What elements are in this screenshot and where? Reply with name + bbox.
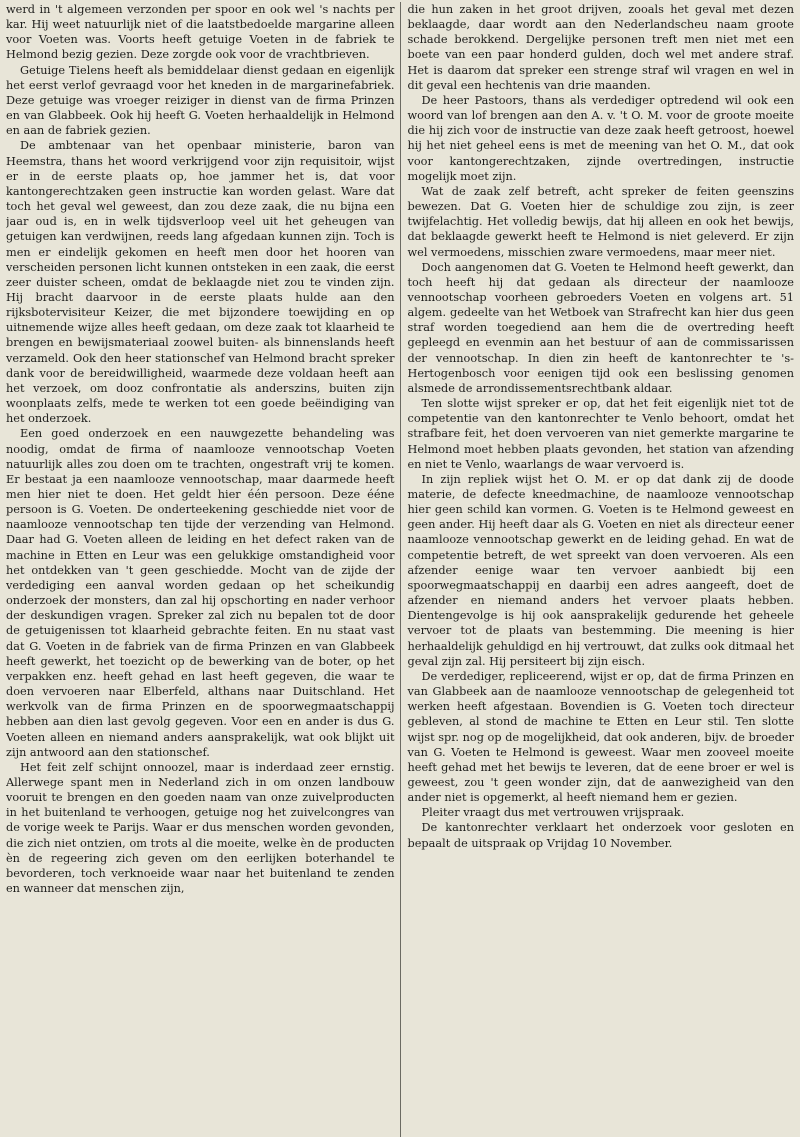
paragraph: Doch aangenomen dat G. Voeten te Helmond heeft gewerkt, dan toch heeft hij dat gedaan als directeur der naamlooze vennootschap voorheen gebroeders Voeten en volgens art. 51 algem. gedeelte van het Wetboek van Strafrecht kan hier dus geen straf worden toegediend aan hem die de overtreding heeft gepleegd en evenmin aan het bestuur of aan de commissarissen der vennootschap. In dien zin heeft de kantonrechter te 's-Hertogenbosch voor eenigen tijd ook een beslissing genomen alsmede de arrondissementsrechtbank aldaar. xyxy=(407,260,794,395)
right-column xyxy=(401,2,795,1137)
paragraph: die hun zaken in het groot drijven, zooals het geval met dezen beklaagde, daar wordt aan den Nederlandscheu naam groote schade berokkend. Dergelijke personen treft men niet met een boete van een paar honderd gulden, doch wel met andere straf. Het is daarom dat spreker een strenge straf wil vragen en wel in dit geval een hechtenis van drie maanden. xyxy=(407,3,794,92)
article-columns xyxy=(6,2,794,1137)
paragraph: De ambtenaar van het openbaar ministerie, baron van Heemstra, thans het woord verkrijgend voor zijn requisitoir, wijst er in de eerste plaats op, hoe jammer het is, dat voor kantongerechtzaken geen instructie kan worden gelast. Ware dat toch het geval wel geweest, dan zou deze zaak, die nu bijna een jaar oud is, en in welk tijdsverloop veel uit het geheugen van getuigen kan verdwijnen, reeds lang afgedaan kunnen zijn. Toch is men er eindelijk gekomen en heeft men door het hooren van verscheiden personen licht kunnen ontsteken in een zaak, die eerst zeer duister scheen, omdat de beklaagde niet zou te vinden zijn. Hij bracht daarvoor in de eerste plaats hulde aan den rijksbotervisiteur Keizer, die met bijzondere toewijding en op uitnemende wijze alles heeft gedaan, om deze zaak tot klaarheid te brengen en bewijsmateriaal zoowel buiten- als binnenslands heeft verzameld. Ook den heer stationschef van Helmond bracht spreker dank voor de bereidwilligheid, waarmede deze voldaan heeft aan het verzoek, om dooz confrontatie als anderszins, buiten zijn woonplaats zelfs, mede te werken tot een goede beëindiging van het onderzoek. xyxy=(6,139,395,426)
paragraph: Wat de zaak zelf betreft, acht spreker de feiten geenszins bewezen. Dat G. Voeten hier de schuldige zou zijn, is zeer twijfelachtig. Het volledig bewijs, dat hij alleen en ook het bewijs, dat beklaagde gewerkt heeft te Helmond is niet geleverd. Er zijn wel vermoedens, misschien zware vermoedens, maar meer niet. xyxy=(407,184,794,259)
paragraph: De kantonrechter verklaart het onderzoek voor gesloten en bepaalt de uitspraak op Vrijdag 10 November. xyxy=(407,821,794,850)
paragraph: In zijn repliek wijst het O. M. er op dat dank zij de doode materie, de defecte kneedmachine, de naamlooze vennootschap hier geen schild kan vormen. G. Voeten is te Helmond geweest en geen ander. Hij heeft daar als G. Voeten en niet als directeur eener naamlooze vennootschap gewerkt en de leiding gehad. En wat de competentie betreft, de wet spreekt van doen vervoeren. Als een afzender eenige waar ten vervoer aanbiedt bij een spoorwegmaatschappij en daarbij een adres aangeeft, doet de afzender en niemand anders het vervoer plaats hebben. Dientengevolge is hij ook aansprakelijk gedurende het geheele vervoer tot de plaats van bestemming. Die meening is hier herhaaldelijk gehuldigd en hij vertrouwt, dat zulks ook ditmaal het geval zijn zal. Hij persiteert bij zijn eisch. xyxy=(407,472,794,668)
paragraph: Ten slotte wijst spreker er op, dat het feit eigenlijk niet tot de competentie van den kantonrechter te Venlo behoort, omdat het strafbare feit, het doen vervoeren van niet gemerkte margarine te Helmond moet hebben plaats gevonden, het station van afzending en niet te Venlo, waarlangs de waar vervoerd is. xyxy=(407,397,794,471)
paragraph: Een goed onderzoek en een nauwgezette behandeling was noodig, omdat de firma of naamlooze vennootschap Voeten natuurlijk alles zou doen om te trachten, ongestraft vrij te komen. Er bestaat ja een naamlooze vennootschap, maar daarmede heeft men hier niet te doen. Het geldt hier één persoon. Deze ééne persoon is G. Voeten. De onderteekening geschiedde niet voor de naamlooze vennootschap ten tijde der verzending van Helmond. Daar had G. Voeten alleen de leiding en het defect raken van de machine in Etten en Leur was een gelukkige omstandigheid voor het ontdekken van 't geen geschiedde. Mocht van de zijde der verdediging een aanval worden gedaan op het scheikundig onderzoek der monsters, dan zal hij opschorting en nader verhoor der deskundigen vragen. Spreker zal zich nu bepalen tot de door de getuigenissen tot klaarheid gebrachte feiten. En nu staat vast dat G. Voeten in de fabriek van de firma Prinzen en van Glabbeek heeft gewerkt, het toezicht op de bewerking van de boter, op het verpakken enz. heeft gehad en last heeft gegeven, die waar te doen vervoeren naar Elberfeld, althans naar Duitschland. Het werkvolk van de firma Prinzen en de spoorwegmaatschappij hebben aan dien last gevolg gegeven. Voor een en ander is dus G. Voeten alleen en niemand anders aansprakelijk, wat ook blijkt uit zijn antwoord aan den stationschef. xyxy=(6,427,395,759)
paragraph: Pleiter vraagt dus met vertrouwen vrijspraak. xyxy=(421,806,685,820)
paragraph: werd in 't algemeen verzonden per spoor en ook wel 's nachts per kar. Hij weet natuurlijk niet of die laatstbedoelde margarine alleen voor Voeten was. Voorts heeft getuige Voeten in de fabriek te Helmond bezig gezien. Deze zorgde ook voor de vrachtbrieven. xyxy=(6,3,395,62)
paragraph: De heer Pastoors, thans als verdediger optredend wil ook een woord van lof brengen aan den A. v. 't O. M. voor de groote moeite die hij zich voor de instructie van deze zaak heeft getroost, hoewel hij het niet geheel eens is met de meening van het O. M., dat ook voor kantongerechtzaken, zijnde overtredingen, instructie mogelijk moet zijn. xyxy=(407,93,794,183)
paragraph: Getuige Tielens heeft als bemiddelaar dienst gedaan en eigenlijk het eerst verlof gevraagd voor het kneden in de margarinefabriek. Deze getuige was vroeger reiziger in dienst van de firma Prinzen en van Glabbeek. Ook hij heeft G. Voeten herhaaldelijk in Helmond en aan de fabriek gezien. xyxy=(6,63,395,138)
left-column xyxy=(6,2,400,1137)
paragraph: De verdediger, repliceerend, wijst er op, dat de firma Prinzen en van Glabbeek aan de naamlooze vennootschap de gelegenheid tot werken heeft afgestaan. Bovendien is G. Voeten toch directeur gebleven, al stond de machine te Etten en Leur stil. Ten slotte wijst spr. nog op de mogelijkheid, dat ook anderen, bijv. de broeder van G. Voeten te Helmond is geweest. Waar men zooveel moeite heeft gehad met het bewijs te leveren, dat de eene broer er wel is geweest, zou 't geen wonder zijn, dat de aanwezigheid van den ander niet is opgemerkt, al heeft niemand hem er gezien. xyxy=(407,669,794,805)
paragraph: Het feit zelf schijnt onnoozel, maar is inderdaad zeer ernstig. Allerwege spant men in Nederland zich in om onzen landbouw vooruit te brengen en den goeden naam van onze zuivelproducten in het buitenland te verhoogen, getuige nog het zuivelcongres van de vorige week te Parijs. Waar er dus menschen worden gevonden, die zich niet ontzien, om trots al die moeite, welke èn de producten èn de regeering zich geven om den eerlijken boterhandel te bevorderen, toch verknoeide waar naar het buitenland te zenden en wanneer dat menschen zijn, xyxy=(6,760,395,896)
